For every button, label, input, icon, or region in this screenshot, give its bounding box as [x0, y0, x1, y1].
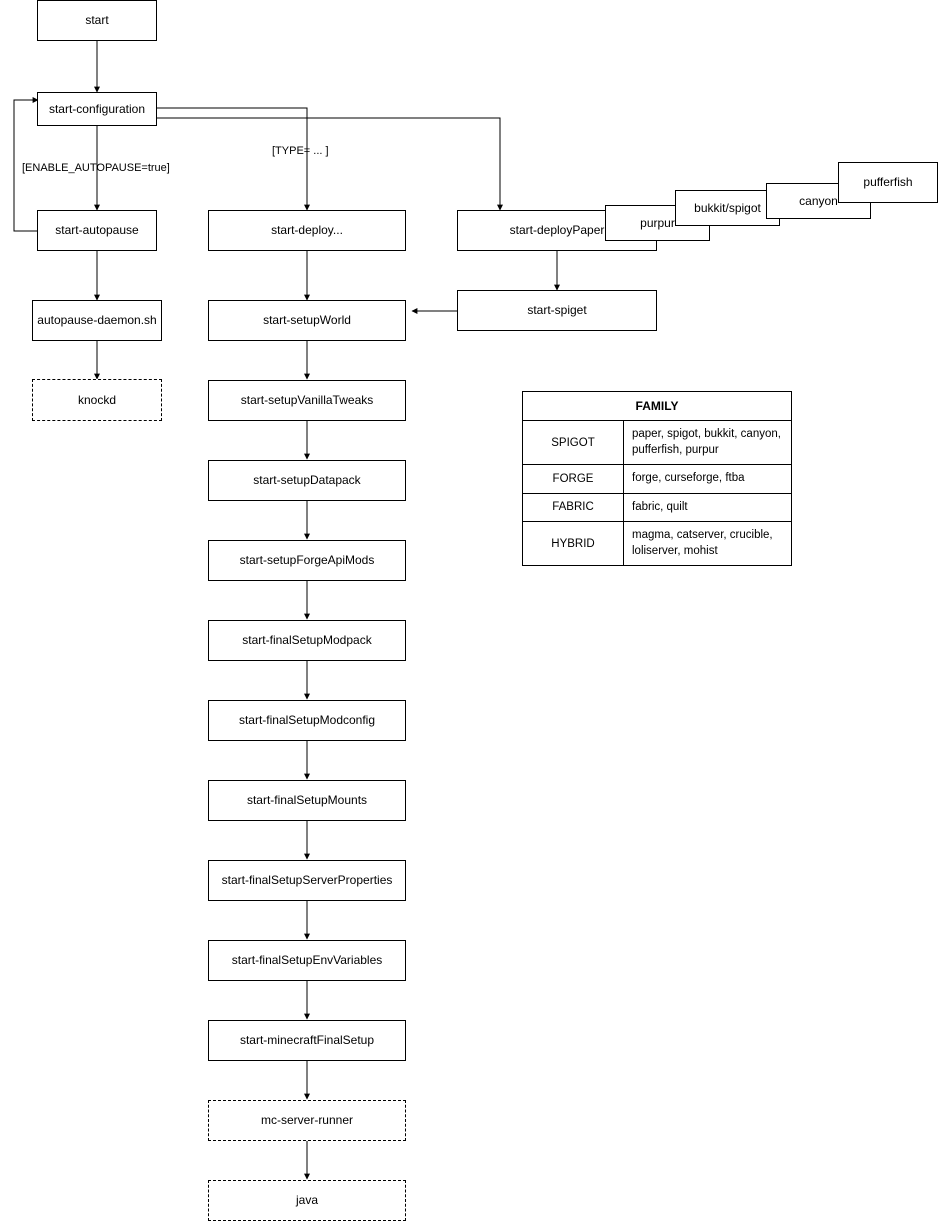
node-label: start — [85, 13, 109, 28]
node-java[interactable] — [208, 1180, 406, 1221]
node-label: start-deployPaper — [509, 223, 605, 238]
node-pufferfish[interactable] — [838, 162, 938, 203]
node-label: java — [295, 1193, 318, 1208]
node-start[interactable] — [37, 0, 157, 41]
node-start-deploy[interactable] — [208, 210, 406, 251]
legend-family: FABRIC — [523, 493, 624, 522]
node-knockd[interactable] — [32, 379, 162, 421]
node-label: start-finalSetupModconfig — [238, 713, 376, 728]
node-start-spiget[interactable] — [457, 290, 657, 331]
node-label: start-configuration — [48, 101, 146, 116]
node-start-setupVanillaTweaks[interactable] — [208, 380, 406, 421]
node-label: start-setupForgeApiMods — [239, 553, 375, 568]
node-label: pufferfish — [863, 175, 913, 190]
node-label: start-spiget — [527, 303, 587, 318]
legend-family: FORGE — [523, 465, 624, 494]
node-label: start-deploy... — [271, 223, 343, 238]
node-label: start-finalSetupEnvVariables — [231, 953, 383, 968]
node-start-minecraftFinalSetup[interactable] — [208, 1020, 406, 1061]
node-label: start-setupWorld — [263, 313, 351, 328]
node-label: start-finalSetupModpack — [242, 633, 372, 648]
node-label: purpur — [640, 215, 675, 230]
node-start-configuration[interactable] — [37, 92, 157, 126]
legend-members: fabric, quilt — [624, 493, 792, 522]
node-start-finalSetupEnvVariables[interactable] — [208, 940, 406, 981]
family-legend — [522, 391, 792, 566]
legend-members: magma, catserver, crucible, loliserver, mohist — [624, 522, 792, 566]
legend-family: HYBRID — [523, 522, 624, 566]
node-autopause-daemon[interactable] — [32, 300, 162, 341]
node-start-setupDatapack[interactable] — [208, 460, 406, 501]
table-row — [523, 465, 792, 494]
node-label: start-setupDatapack — [253, 473, 361, 488]
node-start-finalSetupMounts[interactable] — [208, 780, 406, 821]
edge-label-enable-autopause: [ENABLE_AUTOPAUSE=true] — [22, 162, 170, 174]
node-mc-server-runner[interactable] — [208, 1100, 406, 1141]
node-label: start-finalSetupMounts — [246, 793, 368, 808]
table-row — [523, 493, 792, 522]
edge-label-type: [TYPE= ... ] — [272, 145, 329, 157]
legend-family: SPIGOT — [523, 421, 624, 465]
legend-members: paper, spigot, bukkit, canyon, pufferfish, purpur — [624, 421, 792, 465]
node-label: canyon — [799, 193, 838, 208]
node-start-finalSetupServerProperties[interactable] — [208, 860, 406, 901]
table-row — [523, 421, 792, 465]
node-start-setupWorld[interactable] — [208, 300, 406, 341]
node-label: start-setupVanillaTweaks — [240, 393, 374, 408]
legend-members: forge, curseforge, ftba — [624, 465, 792, 494]
node-label: start-autopause — [55, 223, 139, 238]
node-start-finalSetupModconfig[interactable] — [208, 700, 406, 741]
node-start-autopause[interactable] — [37, 210, 157, 251]
node-label: bukkit/spigot — [694, 200, 761, 215]
node-start-setupForgeApiMods[interactable] — [208, 540, 406, 581]
legend-header: FAMILY — [523, 392, 792, 421]
table-row — [523, 522, 792, 566]
node-label: autopause-daemon.sh — [37, 313, 157, 328]
node-label: start-minecraftFinalSetup — [239, 1033, 375, 1048]
node-bukkit-spigot[interactable] — [675, 190, 780, 226]
node-start-finalSetupModpack[interactable] — [208, 620, 406, 661]
node-label: knockd — [77, 392, 117, 407]
node-label: mc-server-runner — [260, 1113, 353, 1128]
node-label: start-finalSetupServerProperties — [221, 873, 393, 888]
